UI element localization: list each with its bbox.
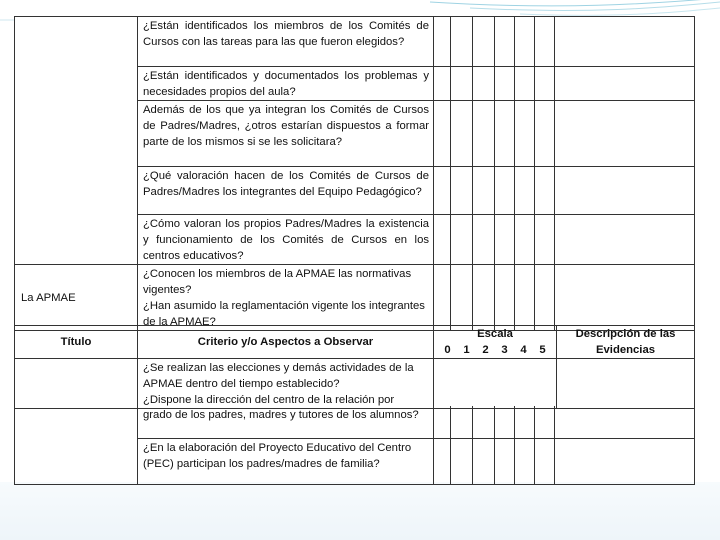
- scale-cell[interactable]: [535, 17, 555, 67]
- scale-cell[interactable]: [451, 215, 473, 265]
- scale-value: 1: [463, 344, 470, 356]
- scale-cell[interactable]: [434, 67, 451, 101]
- criterion-cell: ¿Se realizan las elecciones y demás actividades de la APMAE dentro del tiempo establecido? ¿Dispone la dirección del centro de la relación por: [138, 359, 434, 409]
- scale-cell[interactable]: [495, 438, 515, 484]
- criterion-cell: ¿Qué valoración hacen de los Comités de Cursos de Padres/Madres los integrantes del Equipo Pedagógico?: [138, 167, 434, 215]
- scale-value: 3: [501, 344, 508, 356]
- evidence-cell[interactable]: [555, 167, 695, 215]
- header-scale: [434, 326, 557, 359]
- scale-cell[interactable]: [515, 101, 535, 167]
- scale-cell[interactable]: [451, 167, 473, 215]
- scale-value: 2: [482, 344, 489, 356]
- scale-cell[interactable]: [535, 406, 555, 438]
- evaluation-table-header: [14, 325, 695, 409]
- scale-cell[interactable]: [434, 167, 451, 215]
- scale-cell[interactable]: [535, 215, 555, 265]
- scale-cell[interactable]: [473, 101, 495, 167]
- header-row: [15, 326, 695, 359]
- evidence-cell[interactable]: [555, 215, 695, 265]
- scale-cell[interactable]: [473, 167, 495, 215]
- header-title: Título: [15, 326, 138, 359]
- scale-cell[interactable]: [515, 167, 535, 215]
- table-row: [15, 406, 695, 438]
- scale-cell[interactable]: [473, 265, 495, 331]
- scale-cell[interactable]: [535, 167, 555, 215]
- evaluation-table-top: [14, 16, 695, 331]
- evidence-cell[interactable]: [555, 17, 695, 67]
- scale-cell[interactable]: [515, 67, 535, 101]
- title-cell: [15, 359, 138, 409]
- scale-cell[interactable]: [495, 406, 515, 438]
- scale-cell[interactable]: [515, 215, 535, 265]
- scale-cell[interactable]: [495, 215, 515, 265]
- scale-cell[interactable]: [473, 67, 495, 101]
- scale-cell[interactable]: [451, 101, 473, 167]
- title-cell: [15, 17, 138, 265]
- evaluation-table-bottom: [14, 406, 695, 485]
- scale-value: 0: [444, 344, 451, 356]
- evidence-cell[interactable]: [557, 359, 695, 409]
- scale-cell[interactable]: [434, 359, 557, 409]
- header-criteria: Criterio y/o Aspectos a Observar: [138, 326, 434, 359]
- scale-cell[interactable]: [473, 406, 495, 438]
- evidence-cell[interactable]: [555, 67, 695, 101]
- scale-cell[interactable]: [495, 101, 515, 167]
- scale-cell[interactable]: [451, 265, 473, 331]
- scale-cell[interactable]: [535, 67, 555, 101]
- scale-values: [434, 342, 556, 358]
- table-row: [15, 17, 695, 67]
- evidence-cell[interactable]: [555, 438, 695, 484]
- criterion-cell: ¿Cómo valoran los propios Padres/Madres la existencia y funcionamiento de los Comités de Cursos en los centros educativos?: [138, 215, 434, 265]
- criterion-cell: ¿Conocen los miembros de la APMAE las normativas vigentes? ¿Han asumido la reglamentación vigente los integrantes de la APMAE?: [138, 265, 434, 331]
- scale-cell[interactable]: [535, 101, 555, 167]
- criterion-cell: grado de los padres, madres y tutores de los alumnos?: [138, 406, 434, 438]
- header-evidence: Descripción de las Evidencias: [557, 326, 695, 359]
- scale-cell[interactable]: [495, 67, 515, 101]
- scale-cell[interactable]: [451, 406, 473, 438]
- scale-value: 4: [520, 344, 527, 356]
- scale-cell[interactable]: [451, 17, 473, 67]
- criterion-cell: ¿Están identificados y documentados los problemas y necesidades propios del aula?: [138, 67, 434, 101]
- scale-cell[interactable]: [495, 265, 515, 331]
- scale-cell[interactable]: [515, 438, 535, 484]
- apmae-title: La APMAE: [21, 291, 76, 304]
- evidence-cell[interactable]: [555, 101, 695, 167]
- scale-value: 5: [539, 344, 546, 356]
- evidence-cell[interactable]: [555, 265, 695, 331]
- scale-cell[interactable]: [495, 17, 515, 67]
- scale-cell[interactable]: [515, 265, 535, 331]
- scale-cell[interactable]: [451, 438, 473, 484]
- bottom-shade: [0, 482, 720, 540]
- scale-cell[interactable]: [535, 438, 555, 484]
- title-cell: [15, 406, 138, 484]
- scale-cell[interactable]: [434, 101, 451, 167]
- table-row: [15, 265, 695, 331]
- scale-cell[interactable]: [473, 438, 495, 484]
- scale-cell[interactable]: [434, 406, 451, 438]
- evidence-cell[interactable]: [555, 406, 695, 438]
- scale-cell[interactable]: [434, 215, 451, 265]
- scale-cell[interactable]: [473, 215, 495, 265]
- criterion-cell: ¿Están identificados los miembros de los Comités de Cursos con las tareas para las que fueron elegidos?: [138, 17, 434, 67]
- title-cell-apmae: [15, 265, 138, 331]
- scale-cell[interactable]: [451, 67, 473, 101]
- table-row: [15, 359, 695, 409]
- scale-cell[interactable]: [434, 17, 451, 67]
- scale-cell[interactable]: [495, 167, 515, 215]
- scale-label: Escala: [477, 328, 513, 340]
- criterion-cell: Además de los que ya integran los Comités de Cursos de Padres/Madres, ¿otros estarían dispuestos a formar parte de los mismos si se les solicitara?: [138, 101, 434, 167]
- scale-cell[interactable]: [434, 438, 451, 484]
- scale-cell[interactable]: [434, 265, 451, 331]
- criterion-cell: ¿En la elaboración del Proyecto Educativo del Centro (PEC) participan los padres/madres de familia?: [138, 438, 434, 484]
- scale-cell[interactable]: [515, 17, 535, 67]
- scale-cell[interactable]: [473, 17, 495, 67]
- scale-cell[interactable]: [535, 265, 555, 331]
- scale-cell[interactable]: [515, 406, 535, 438]
